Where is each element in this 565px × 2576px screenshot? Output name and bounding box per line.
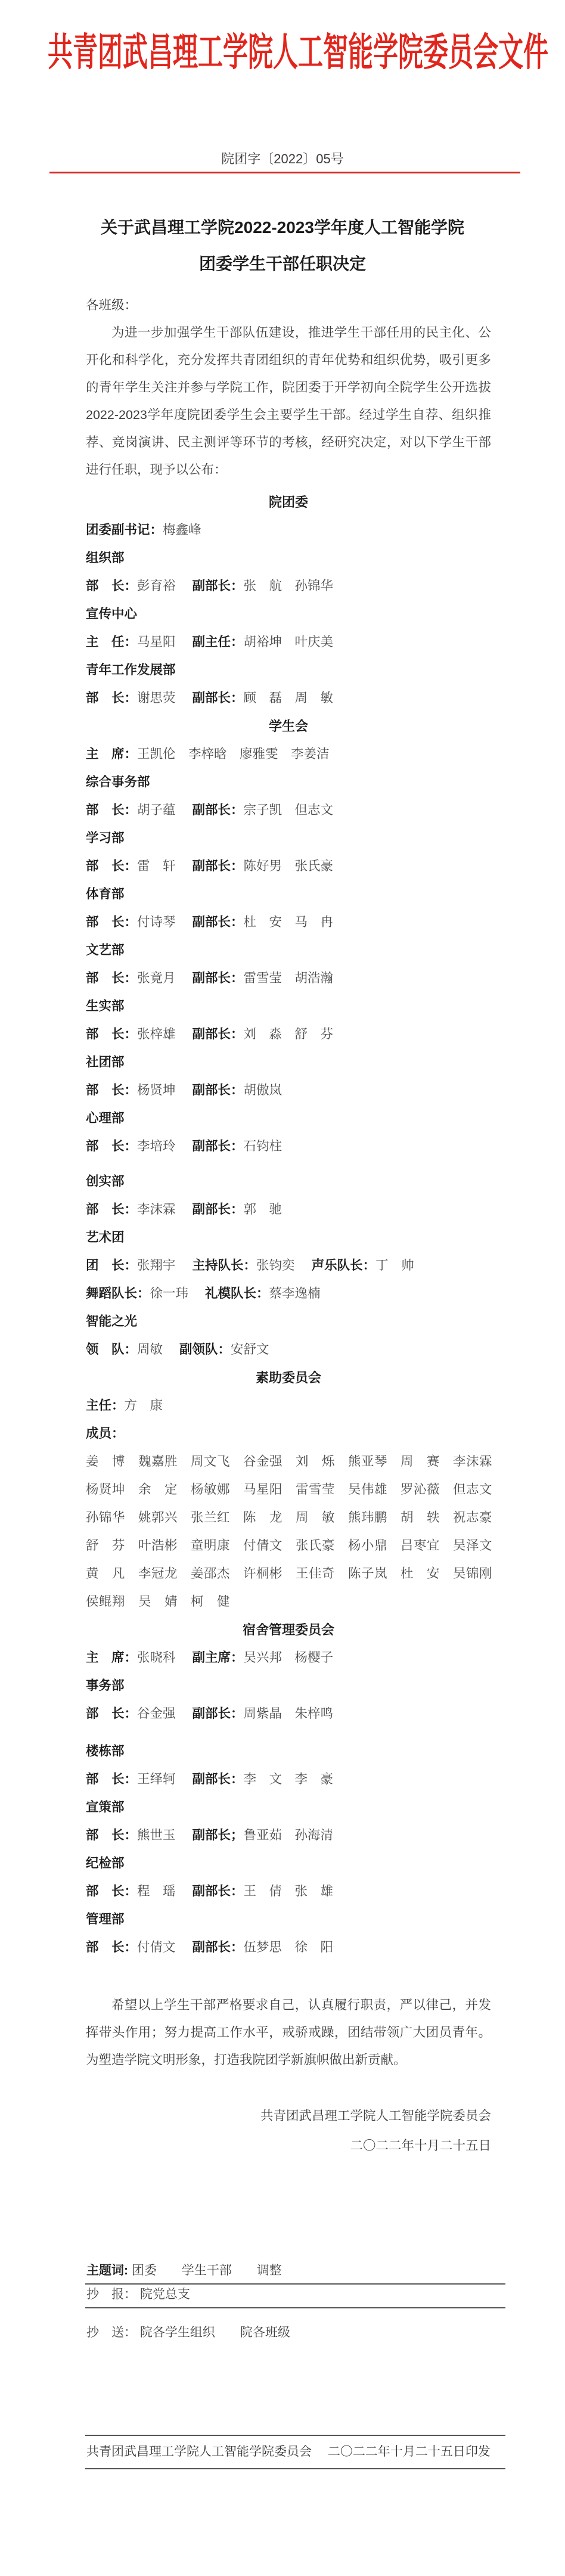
salutation: 各班级： [86, 298, 138, 312]
person-names: 王绎轲 [137, 1772, 176, 1786]
roster-row [86, 1392, 491, 1420]
person-names: 张晓科 [137, 1650, 176, 1665]
position-label: 副部长： [192, 1139, 244, 1153]
member-names-row: 舒 芬 叶浩彬 童明康 付倩文 张氏豪 杨小鼎 吕枣宜 吴泽文 [86, 1538, 493, 1553]
position-label: 副主任： [192, 635, 244, 649]
person-names: 周敏 [137, 1342, 163, 1357]
roster-row [86, 1280, 491, 1308]
roster-row [86, 1765, 491, 1793]
roster-row [86, 1196, 491, 1224]
person-names: 胡傲岚 [243, 1083, 282, 1097]
issuing-org-title: 共青团武昌理工学院人工智能学院委员会文件 [48, 30, 548, 74]
position-label: 副部长： [192, 691, 244, 705]
person-names: 胡裕坤 叶庆美 [243, 635, 334, 649]
footer-divider [85, 2307, 505, 2308]
section-heading-student-union: 学生会 [268, 719, 308, 734]
position-label: 领 队： [86, 1342, 138, 1357]
person-names: 宗子凯 但志文 [243, 803, 334, 817]
roster-row [86, 1076, 491, 1104]
position-label: 副部长： [192, 1940, 244, 1954]
copy-report-value: 院党总支 [139, 2288, 190, 2301]
dept-heading: 楼栋部 [86, 1744, 125, 1758]
person-names: 方 康 [124, 1398, 163, 1413]
position-label: 舞蹈队长： [86, 1286, 150, 1301]
member-names-row: 孙锦华 姚郭兴 张兰红 陈 龙 周 敏 熊玮鹏 胡 轶 祝志豪 [86, 1510, 493, 1525]
person-names: 顾 磊 周 敏 [243, 691, 334, 705]
person-names: 徐一玮 [150, 1286, 189, 1301]
position-label: 副部长： [192, 1202, 244, 1216]
position-label: 部 长： [86, 971, 138, 985]
dept-heading: 生实部 [86, 999, 125, 1013]
dept-heading: 心理部 [86, 1111, 125, 1125]
position-label: 主 席： [86, 747, 138, 761]
document-title [0, 209, 565, 282]
person-names: 鲁亚茹 孙海清 [243, 1828, 334, 1842]
position-label: 副部长： [192, 803, 244, 817]
dept-heading: 智能之光 [86, 1314, 138, 1329]
person-names: 王 倩 张 雄 [243, 1884, 334, 1898]
document-footer [0, 2261, 505, 2469]
position-label: 副部长： [192, 1706, 244, 1721]
position-label: 副部长： [192, 1884, 244, 1898]
person-names: 熊世玉 [137, 1828, 176, 1842]
document-title-line1: 关于武昌理工学院2022-2023学年度人工智能学院 [101, 218, 464, 237]
person-names: 刘 淼 舒 芬 [243, 1027, 334, 1041]
position-label: 部 长： [86, 1027, 138, 1041]
person-names: 安舒文 [231, 1342, 269, 1357]
member-names-row: 侯鲲翔 吴 婧 柯 健 [86, 1594, 231, 1609]
member-names-row: 黄 凡 李冠龙 姜邵杰 许桐彬 王佳奇 陈子岚 杜 安 吴锦刚 [86, 1566, 493, 1581]
appointment-roster [86, 488, 491, 1962]
position-label: 团 长： [86, 1258, 138, 1273]
position-label: 副部长： [192, 859, 244, 873]
position-label: 部 长： [86, 691, 138, 705]
roster-row [86, 628, 491, 656]
roster-row [86, 964, 491, 992]
person-names: 杜 安 马 冉 [243, 915, 334, 929]
position-label: 副部长： [192, 579, 244, 593]
signature-organization: 共青团武昌理工学院人工智能学院委员会 [260, 2109, 491, 2123]
person-names: 王凯伦 李梓晗 廖雅雯 李姜洁 [137, 747, 330, 761]
keywords-label: 主题词: [86, 2264, 128, 2277]
signature-date: 二〇二二年十月二十五日 [350, 2139, 491, 2153]
position-label: 主 任： [86, 635, 138, 649]
dept-heading: 组织部 [86, 551, 125, 565]
closing-paragraph: 希望以上学生干部严格要求自己，认真履行职责，严以律己，并发挥带头作用；努力提高工作水平，戒骄戒躁，团结带领广大团员青年。为塑造学院文明形象，打造我院团学新旗帜做出新贡献。 [86, 1998, 491, 2067]
person-names: 张梓雄 [137, 1027, 176, 1041]
person-names: 杨贤坤 [137, 1083, 176, 1097]
person-names: 吴兴邦 杨樱子 [243, 1650, 334, 1665]
person-names: 付倩文 [137, 1940, 176, 1954]
position-label: 部 长： [86, 803, 138, 817]
dept-heading: 艺术团 [86, 1230, 125, 1244]
position-label: 副领队： [179, 1342, 231, 1357]
position-label: 副部长； [192, 1828, 244, 1842]
person-names: 胡子蕴 [137, 803, 176, 817]
roster-row [86, 908, 491, 936]
roster-row [86, 1132, 491, 1160]
person-names: 张竟月 [137, 971, 176, 985]
roster-row [86, 572, 491, 600]
roster-row [86, 1933, 491, 1962]
person-names: 谢思荧 [137, 691, 176, 705]
person-names: 李培玲 [137, 1139, 176, 1153]
position-label: 副部长： [192, 915, 244, 929]
person-names: 李沫霖 [137, 1202, 176, 1216]
keywords-value: 团委 学生干部 调整 [131, 2264, 282, 2277]
person-names: 马星阳 [137, 635, 176, 649]
dept-heading: 社团部 [86, 1055, 125, 1069]
dept-heading: 宣策部 [86, 1800, 125, 1814]
position-label: 部 长： [86, 1772, 138, 1786]
section-heading-suzhu-committee: 素助委员会 [255, 1370, 321, 1385]
roster-row [86, 1877, 491, 1905]
copy-send-row [85, 2323, 505, 2345]
person-names: 石钧柱 [243, 1139, 282, 1153]
document-title-line2: 团委学生干部任职决定 [198, 255, 366, 273]
person-names: 陈好男 张氏豪 [243, 859, 334, 873]
intro-paragraph: 为进一步加强学生干部队伍建设，推进学生干部任用的民主化、公开化和科学化，充分发挥共青团组织的青年优势和组织优势，吸引更多的青年学生关注并参与学院工作，院团委于开学初向全院学生公开选拔2022-2023学年度院团委学生会主要学生干部。经过学生自荐、组织推荐、竞岗演讲、民主测评等环节的考核，经研究决定，对以下学生干部进行任职，现予以公布： [86, 325, 491, 477]
person-names: 雷 轩 [137, 859, 176, 873]
position-label: 礼模队长： [205, 1286, 269, 1301]
person-names: 郭 驰 [243, 1202, 282, 1216]
red-letterhead [0, 26, 565, 81]
person-names: 程 瑶 [137, 1884, 176, 1898]
dept-heading: 管理部 [86, 1912, 125, 1926]
imprint-line: 共青团武昌理工学院人工智能学院委员会 二〇二二年十月二十五日印发 [86, 2445, 491, 2459]
roster-row [86, 1821, 491, 1849]
position-label: 副主席： [192, 1650, 244, 1665]
person-names: 伍梦思 徐 阳 [243, 1940, 334, 1954]
roster-row [86, 1336, 491, 1364]
position-label: 部 长： [86, 1083, 138, 1097]
person-names: 付诗琴 [137, 915, 176, 929]
dept-heading: 纪检部 [86, 1856, 125, 1870]
member-names-row: 杨贤坤 余 定 杨敏娜 马星阳 雷雪莹 吴伟雄 罗沁薇 但志文 [86, 1482, 493, 1497]
position-label: 部 长： [86, 1884, 138, 1898]
roster-row [86, 740, 491, 768]
dept-heading: 创实部 [86, 1174, 125, 1188]
position-label: 部 长： [86, 579, 138, 593]
dept-heading: 文艺部 [86, 943, 125, 957]
dept-heading: 宣传中心 [86, 607, 138, 621]
members-label: 成员： [86, 1426, 125, 1441]
member-names-row: 姜 博 魏嘉胜 周文飞 谷金强 刘 烁 熊亚琴 周 赛 李沫霖 [86, 1454, 493, 1469]
roster-row [86, 1252, 491, 1280]
dept-heading: 综合事务部 [86, 775, 150, 789]
person-names: 张翔宇 [137, 1258, 176, 1273]
person-names: 谷金强 [137, 1706, 176, 1721]
dept-heading: 学习部 [86, 831, 125, 845]
position-label: 部 长： [86, 1202, 138, 1216]
person-names: 梅鑫峰 [163, 523, 201, 537]
position-label: 主 席： [86, 1650, 138, 1665]
position-label: 声乐队长： [311, 1258, 376, 1273]
footer-divider [85, 2468, 505, 2469]
roster-row [86, 1020, 491, 1048]
dept-heading: 体育部 [86, 887, 125, 901]
copy-report-label: 抄 报： [86, 2288, 136, 2301]
person-names: 蔡李逸楠 [269, 1286, 321, 1301]
position-label: 副部长： [192, 1083, 244, 1097]
position-label: 副部长： [192, 971, 244, 985]
keywords-row [85, 2261, 505, 2283]
position-label: 副部长： [192, 1027, 244, 1041]
section-heading-dorm-committee: 宿舍管理委员会 [242, 1622, 334, 1637]
roster-row [86, 796, 491, 824]
position-label: 主持队长： [192, 1258, 257, 1273]
copy-report-row [85, 2285, 505, 2307]
section-heading-league-committee: 院团委 [268, 495, 308, 510]
person-names: 张 航 孙锦华 [243, 579, 334, 593]
person-names: 雷雪莹 胡浩瀚 [243, 971, 334, 985]
footer-spacer [85, 2345, 505, 2435]
person-names: 丁 帅 [375, 1258, 414, 1273]
position-label: 团委副书记： [86, 523, 163, 537]
position-label: 主任： [86, 1398, 125, 1413]
position-label: 部 长： [86, 1828, 138, 1842]
person-names: 周紫晶 朱梓鸣 [243, 1706, 334, 1721]
position-label: 部 长： [86, 915, 138, 929]
copy-send-value: 院各学生组织 院各班级 [139, 2326, 290, 2339]
dept-heading: 事务部 [86, 1678, 125, 1693]
red-divider-line [49, 172, 520, 173]
roster-row [86, 516, 491, 544]
dept-heading: 青年工作发展部 [86, 663, 176, 677]
roster-row [86, 852, 491, 880]
position-label: 部 长： [86, 1139, 138, 1153]
copy-send-label: 抄 送： [86, 2326, 136, 2339]
person-names: 张钧奕 [256, 1258, 295, 1273]
roster-row [86, 684, 491, 712]
document-number: 院团字〔2022〕05号 [221, 151, 344, 166]
document-body [0, 291, 565, 2161]
roster-row [86, 1700, 491, 1728]
person-names: 彭育裕 [137, 579, 176, 593]
position-label: 部 长： [86, 1940, 138, 1954]
position-label: 部 长： [86, 1706, 138, 1721]
person-names: 李 文 李 豪 [243, 1772, 334, 1786]
roster-row [86, 1644, 491, 1672]
position-label: 部 长： [86, 859, 138, 873]
position-label: 副部长： [192, 1772, 244, 1786]
